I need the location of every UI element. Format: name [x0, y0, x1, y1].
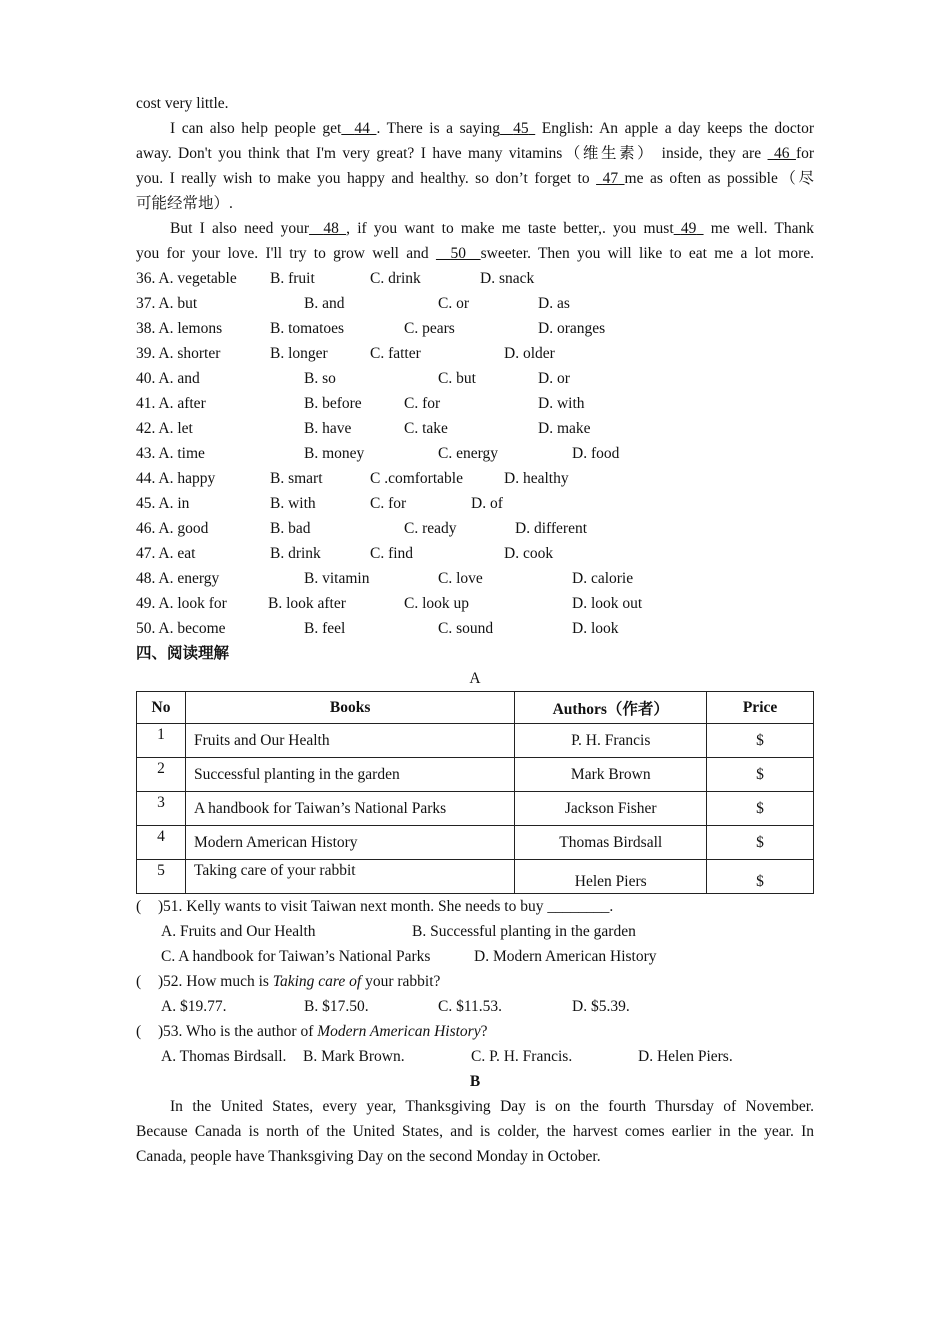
option-row: 46. A. good B. bad C. ready D. different — [136, 520, 588, 537]
question-51: ( ) 51. Kelly wants to visit Taiwan next month. She needs to buy ________. — [136, 894, 814, 919]
answer-row: A. Thomas Birdsall. B. Mark Brown. C. P. H. Francis. D. Helen Piers. — [161, 1048, 733, 1065]
option-row: 39. A. shorter B. longer C. fatter D. older — [136, 345, 555, 362]
passage-line: 可能经常地）. — [136, 195, 233, 212]
option-row: 45. A. in B. with C. for D. of — [136, 495, 503, 512]
cell-no: 3 — [137, 792, 186, 826]
text: me as often as possible（尽 — [624, 170, 815, 187]
blank-49: 49 — [680, 220, 697, 237]
table-row — [137, 758, 814, 792]
blank-45: 45 — [513, 120, 529, 137]
option-row: 44. A. happy B. smart C .comfortable D. healthy — [136, 470, 569, 487]
answer-row: C. A handbook for Taiwan’s National Parks D. Modern American History — [161, 948, 657, 965]
text: , if you want to make me taste better,. you must — [346, 220, 674, 237]
question-52: ( ) 52. How much is Taking care of your rabbit? — [136, 969, 814, 994]
cell-author: Helen Piers — [515, 860, 707, 894]
text: for — [795, 145, 815, 162]
cell-price: $ — [707, 758, 814, 792]
text: English: An apple a day keeps the doctor — [541, 120, 814, 137]
header-no: No — [137, 692, 186, 724]
cell-price: $ — [707, 724, 814, 758]
text: away. Don't you think that I'm very great? I have many vitamins（维生素） inside, they are — [136, 145, 762, 162]
option-row: 48. A. energy B. vitamin C. love D. calorie — [136, 570, 634, 587]
cloze-options — [136, 266, 814, 641]
cell-no: 1 — [137, 724, 186, 758]
blank-48: 48 — [323, 220, 339, 237]
text: me well. Thank — [710, 220, 814, 237]
text: . There is a saying — [376, 120, 501, 137]
cell-book: Fruits and Our Health — [185, 724, 514, 758]
section-heading: 四、阅读理解 — [136, 645, 230, 662]
option-row: 38. A. lemons B. tomatoes C. pears D. oranges — [136, 320, 606, 337]
cell-book: Taking care of your rabbit — [185, 860, 514, 894]
cell-price: $ — [707, 826, 814, 860]
option-row: 50. A. become B. feel C. sound D. look — [136, 620, 619, 637]
passage-line — [136, 116, 814, 141]
passage-line — [136, 141, 814, 166]
cell-book: Successful planting in the garden — [185, 758, 514, 792]
books-table — [136, 691, 814, 894]
cell-no: 4 — [137, 826, 186, 860]
cell-no: 2 — [137, 758, 186, 792]
header-books: Books — [185, 692, 514, 724]
blank-44: 44 — [354, 120, 370, 137]
option-row: 42. A. let B. have C. take D. make — [136, 420, 591, 437]
document-page — [136, 91, 814, 1169]
answer-row: A. $19.77. B. $17.50. C. $11.53. D. $5.39. — [161, 998, 630, 1015]
cell-book: A handbook for Taiwan’s National Parks — [185, 792, 514, 826]
table-header-row — [137, 692, 814, 724]
option-row: 47. A. eat B. drink C. find D. cook — [136, 545, 554, 562]
cell-author: P. H. Francis — [515, 724, 707, 758]
header-price: Price — [707, 692, 814, 724]
option-row: 41. A. after B. before C. for D. with — [136, 395, 585, 412]
part-a-label: A — [469, 670, 481, 687]
option-row: 43. A. time B. money C. energy D. food — [136, 445, 620, 462]
question-stem: 52. How much is Taking care of your rabbit? — [163, 973, 441, 990]
passage-line — [136, 241, 814, 266]
cell-book: Modern American History — [185, 826, 514, 860]
question-stem: 51. Kelly wants to visit Taiwan next month. She needs to buy ________. — [163, 898, 614, 915]
option-row: 36. A. vegetable B. fruit C. drink D. snack — [136, 270, 535, 287]
table-row — [137, 860, 814, 894]
text: sweeter. Then you will like to eat me a lot more. — [480, 245, 815, 262]
table-row — [137, 724, 814, 758]
passage-line: In the United States, every year, Thanksgiving Day is on the fourth Thursday of November. — [170, 1098, 814, 1115]
option-row: 49. A. look for B. look after C. look up D. look out — [136, 595, 643, 612]
cell-price: $ — [707, 860, 814, 894]
text: you. I really wish to make you happy and healthy. so don’t forget to — [136, 170, 590, 187]
passage-line — [136, 166, 814, 191]
cell-author: Thomas Birdsall — [515, 826, 707, 860]
passage-line: Because Canada is north of the United States, and is colder, the harvest comes earlier in the year. In — [136, 1123, 814, 1140]
part-b-label: B — [469, 1073, 481, 1090]
cell-author: Jackson Fisher — [515, 792, 707, 826]
option-row: 37. A. but B. and C. or D. as — [136, 295, 570, 312]
option-row: 40. A. and B. so C. but D. or — [136, 370, 570, 387]
question-stem: 53. Who is the author of Modern American History? — [163, 1023, 488, 1040]
passage-line: cost very little. — [136, 95, 229, 112]
table-row — [137, 826, 814, 860]
question-53: ( ) 53. Who is the author of Modern American History? — [136, 1019, 814, 1044]
blank-46: 46 — [773, 145, 790, 162]
blank-47: 47 — [602, 170, 619, 187]
text: you for your love. I'll try to grow well and — [136, 245, 429, 262]
text: But I also need your — [170, 220, 310, 237]
cell-price: $ — [707, 792, 814, 826]
cell-no: 5 — [137, 860, 186, 894]
table-row — [137, 792, 814, 826]
cell-author: Mark Brown — [515, 758, 707, 792]
header-authors: Authors（作者） — [515, 692, 707, 724]
answer-row: A. Fruits and Our Health B. Successful planting in the garden — [161, 923, 636, 940]
passage-line — [136, 216, 814, 241]
text: I can also help people get — [170, 120, 342, 137]
blank-50: 50 — [450, 245, 467, 262]
passage-line: Canada, people have Thanksgiving Day on the second Monday in October. — [136, 1148, 601, 1165]
